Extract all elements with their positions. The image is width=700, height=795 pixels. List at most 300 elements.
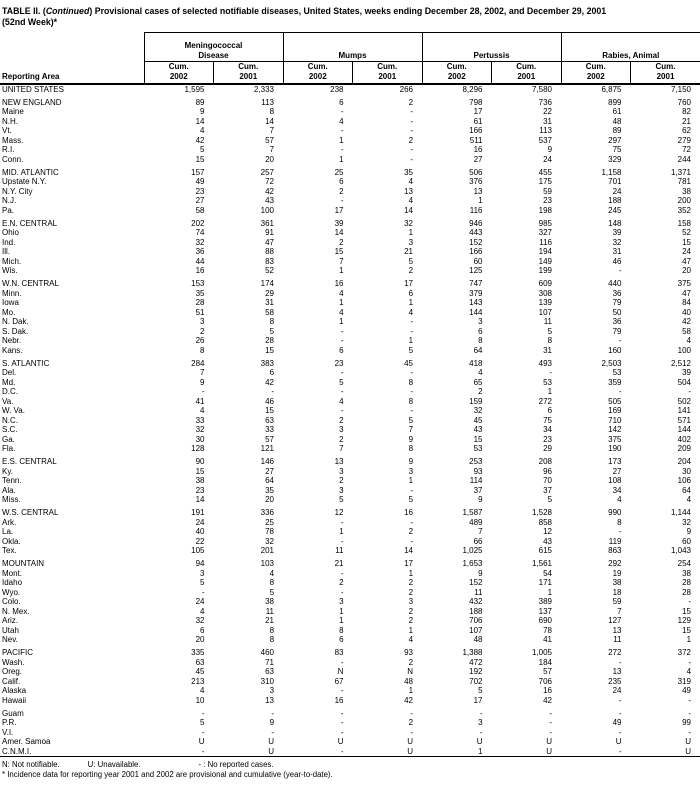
value-cell: 5 xyxy=(547,495,553,505)
value-cell: 50 xyxy=(612,307,622,317)
table-row xyxy=(0,84,700,95)
value-cell: 59 xyxy=(612,597,622,607)
value-cell: 502 xyxy=(677,396,692,406)
value-cell: 64 xyxy=(473,345,483,355)
value-cell: 31 xyxy=(543,116,553,126)
value-cell: 17 xyxy=(473,107,483,117)
reporting-area-cell: N.C. xyxy=(2,415,18,425)
table-title-line2: (52nd Week)* xyxy=(2,16,58,27)
value-cell: U xyxy=(615,737,622,747)
reporting-area-cell: Utah xyxy=(2,625,19,635)
reporting-area-cell: Mich. xyxy=(2,256,22,266)
value-cell: 42 xyxy=(265,377,275,387)
value-cell: 32 xyxy=(195,425,205,435)
value-cell: 706 xyxy=(469,616,483,626)
reporting-area-cell: N.H. xyxy=(2,116,18,126)
value-cell: 143 xyxy=(469,298,483,308)
footnote-legend xyxy=(2,760,698,770)
table-row xyxy=(0,327,700,337)
value-cell: 51 xyxy=(195,307,205,317)
value-cell: 383 xyxy=(260,358,275,368)
value-cell: 1,025 xyxy=(462,546,483,556)
value-cell: 30 xyxy=(195,434,205,444)
value-cell: 27 xyxy=(473,154,483,164)
group-label-line: Disease xyxy=(198,50,229,60)
value-cell: - xyxy=(410,326,414,336)
value-cell: 946 xyxy=(469,218,483,228)
value-cell: 9 xyxy=(478,568,483,578)
value-cell: 5 xyxy=(547,326,553,336)
title-continued: Continued xyxy=(45,6,90,16)
reporting-area-cell: Va. xyxy=(2,396,14,406)
reporting-area-cell: Ark. xyxy=(2,517,17,527)
value-cell: 8 xyxy=(269,635,275,645)
value-cell: 18 xyxy=(612,587,622,597)
table-row xyxy=(0,196,700,206)
table-title-line1 xyxy=(2,6,698,17)
value-cell: - xyxy=(201,587,205,597)
reporting-area-cell: Mo. xyxy=(2,307,16,317)
value-cell: 36 xyxy=(195,247,205,257)
reporting-area-cell: Okla. xyxy=(2,536,21,546)
value-cell: 191 xyxy=(191,508,205,518)
value-cell: 201 xyxy=(260,546,275,556)
value-cell: 284 xyxy=(191,358,205,368)
value-cell: 38 xyxy=(682,568,692,578)
value-cell: 798 xyxy=(469,97,483,107)
value-cell: - xyxy=(340,336,344,346)
value-cell: 48 xyxy=(612,116,622,126)
table-row xyxy=(0,359,700,369)
value-cell: 79 xyxy=(612,298,622,308)
value-cell: 14 xyxy=(334,228,344,238)
value-cell: - xyxy=(618,746,622,756)
value-cell: - xyxy=(201,708,205,718)
value-cell: 54 xyxy=(543,568,553,578)
value-cell: 2 xyxy=(200,326,205,336)
value-cell: 16 xyxy=(334,279,344,289)
group-label-line: Rabies, Animal xyxy=(602,50,660,60)
value-cell: 5 xyxy=(200,578,205,588)
value-cell: 42 xyxy=(682,317,692,327)
value-cell: 15 xyxy=(682,606,692,616)
value-cell: 472 xyxy=(469,657,483,667)
table-row xyxy=(0,317,700,327)
value-cell: 174 xyxy=(260,279,275,289)
value-cell: 33 xyxy=(265,425,275,435)
value-cell: 40 xyxy=(195,527,205,537)
value-cell: 308 xyxy=(538,288,553,298)
value-cell: 47 xyxy=(682,288,692,298)
value-cell: 45 xyxy=(404,358,414,368)
value-cell: 1,528 xyxy=(531,508,553,518)
reporting-area-cell: E.S. CENTRAL xyxy=(2,457,57,467)
value-cell: 42 xyxy=(265,186,275,196)
value-cell: 22 xyxy=(543,107,553,117)
group-label-line: Pertussis xyxy=(473,50,510,60)
value-cell: 20 xyxy=(195,635,205,645)
value-cell: 2 xyxy=(408,578,414,588)
value-cell: 7 xyxy=(408,425,414,435)
value-cell: 127 xyxy=(608,616,622,626)
group-header-pertussis xyxy=(422,33,561,62)
value-cell: 13 xyxy=(334,457,344,467)
value-cell: 8 xyxy=(408,396,414,406)
value-cell: 1,595 xyxy=(184,84,205,94)
value-cell: 372 xyxy=(677,648,692,658)
value-cell: 107 xyxy=(538,307,553,317)
value-cell: 63 xyxy=(265,415,275,425)
reporting-area-cell: C.N.M.I. xyxy=(2,746,32,756)
table-row xyxy=(0,425,700,435)
value-cell: 71 xyxy=(265,657,275,667)
value-cell: 440 xyxy=(608,279,622,289)
cum-label: Cum. xyxy=(516,62,537,72)
value-cell: 244 xyxy=(677,154,692,164)
reporting-area-cell: N. Mex. xyxy=(2,606,30,616)
value-cell: 21 xyxy=(682,116,692,126)
table-row xyxy=(0,648,700,658)
value-cell: 1 xyxy=(408,568,414,578)
value-cell: - xyxy=(549,718,553,728)
value-cell: 257 xyxy=(260,167,275,177)
value-cell: U xyxy=(546,737,553,747)
value-cell: 4 xyxy=(200,606,205,616)
title-prefix: TABLE II. ( xyxy=(2,6,46,16)
value-cell: 22 xyxy=(195,536,205,546)
reporting-area-cell: PACIFIC xyxy=(2,648,33,658)
value-cell: 16 xyxy=(473,145,483,155)
reporting-area-cell: Calif. xyxy=(2,676,21,686)
value-cell: 2 xyxy=(408,718,414,728)
value-cell: 119 xyxy=(608,536,622,546)
value-cell: 1,371 xyxy=(670,167,692,177)
reporting-area-cell: La. xyxy=(2,527,14,537)
value-cell: 103 xyxy=(260,559,275,569)
value-cell: 45 xyxy=(473,415,483,425)
value-cell: 1,561 xyxy=(531,559,553,569)
value-cell: 2 xyxy=(408,616,414,626)
value-cell: 72 xyxy=(265,177,275,187)
value-cell: 34 xyxy=(543,425,553,435)
value-cell: 690 xyxy=(538,616,553,626)
value-cell: 329 xyxy=(608,154,622,164)
value-cell: 35 xyxy=(195,288,205,298)
value-cell: U xyxy=(268,746,275,756)
value-cell: 3 xyxy=(339,425,344,435)
value-cell: 39 xyxy=(612,228,622,238)
value-cell: 297 xyxy=(608,135,622,145)
value-cell: 60 xyxy=(473,256,483,266)
value-cell: 213 xyxy=(191,676,205,686)
table-row xyxy=(0,238,700,248)
table-row xyxy=(0,658,700,668)
value-cell: 6 xyxy=(547,406,553,416)
subheader-mumps-cum-2002 xyxy=(283,62,353,84)
value-cell: 6 xyxy=(339,635,344,645)
value-cell: 83 xyxy=(334,648,344,658)
value-cell: 2 xyxy=(339,578,344,588)
value-cell: 1 xyxy=(686,635,692,645)
value-cell: 3 xyxy=(339,485,344,495)
value-cell: 747 xyxy=(469,279,483,289)
value-cell: - xyxy=(688,708,692,718)
value-cell: 5 xyxy=(200,145,205,155)
reporting-area-cell: Kans. xyxy=(2,345,23,355)
reporting-area-cell: Oreg. xyxy=(2,667,23,677)
value-cell: 3 xyxy=(200,568,205,578)
value-cell: 113 xyxy=(539,126,553,136)
value-cell: 7 xyxy=(339,256,344,266)
value-cell: 89 xyxy=(612,126,622,136)
value-cell: 493 xyxy=(538,358,553,368)
value-cell: 34 xyxy=(612,485,622,495)
value-cell: - xyxy=(410,387,414,397)
reporting-area-cell: Colo. xyxy=(2,597,21,607)
value-cell: 58 xyxy=(195,205,205,215)
reporting-area-cell: N.J. xyxy=(2,196,17,206)
value-cell: 5 xyxy=(408,256,414,266)
value-cell: 23 xyxy=(195,186,205,196)
value-cell: 6 xyxy=(339,97,344,107)
table-row xyxy=(0,588,700,598)
reporting-area-cell: Del. xyxy=(2,368,17,378)
footnote-u: U: Unavailable. xyxy=(87,760,141,770)
value-cell: 615 xyxy=(538,546,553,556)
value-cell: 32 xyxy=(612,237,622,247)
value-cell: 14 xyxy=(195,495,205,505)
value-cell: N xyxy=(407,667,414,677)
table-row xyxy=(0,728,700,738)
value-cell: 106 xyxy=(677,476,692,486)
value-cell: 15 xyxy=(682,237,692,247)
value-cell: 272 xyxy=(608,648,622,658)
value-cell: 48 xyxy=(473,635,483,645)
value-cell: 9 xyxy=(478,495,483,505)
value-cell: 8,296 xyxy=(462,84,483,94)
value-cell: 11 xyxy=(335,546,344,556)
subheader-meningococcal-cum-2002 xyxy=(144,62,214,84)
value-cell: - xyxy=(688,657,692,667)
value-cell: 188 xyxy=(608,196,622,206)
value-cell: 6 xyxy=(408,288,414,298)
value-cell: 985 xyxy=(538,218,553,228)
value-cell: 36 xyxy=(612,317,622,327)
reporting-area-cell: Wis. xyxy=(2,266,18,276)
group-header-mumps xyxy=(283,33,422,62)
value-cell: 7,150 xyxy=(670,84,692,94)
value-cell: 504 xyxy=(677,377,692,387)
value-cell: 460 xyxy=(260,648,275,658)
value-cell: 38 xyxy=(265,597,275,607)
value-cell: 27 xyxy=(265,466,275,476)
value-cell: 47 xyxy=(682,256,692,266)
value-cell: 5 xyxy=(408,415,414,425)
value-cell: - xyxy=(271,727,275,737)
value-cell: 11 xyxy=(474,587,483,597)
value-cell: 32 xyxy=(682,517,692,527)
value-cell: 5 xyxy=(339,495,344,505)
value-cell: 4 xyxy=(269,568,275,578)
value-cell: 6 xyxy=(478,326,483,336)
table-row xyxy=(0,416,700,426)
value-cell: N xyxy=(337,667,344,677)
value-cell: 4 xyxy=(408,635,414,645)
table-row xyxy=(0,495,700,505)
value-cell: 78 xyxy=(543,625,553,635)
value-cell: 609 xyxy=(538,279,553,289)
value-cell: 5 xyxy=(408,495,414,505)
value-cell: 8 xyxy=(617,517,622,527)
value-cell: 41 xyxy=(543,635,553,645)
value-cell: - xyxy=(410,708,414,718)
value-cell: 3 xyxy=(200,317,205,327)
table-row xyxy=(0,346,700,356)
value-cell: 46 xyxy=(612,256,622,266)
reporting-area-cell: V.I. xyxy=(2,727,14,737)
reporting-area-cell: D.C. xyxy=(2,387,18,397)
value-cell: 160 xyxy=(608,345,622,355)
value-cell: 39 xyxy=(334,218,344,228)
table-row xyxy=(0,597,700,607)
value-cell: 253 xyxy=(469,457,483,467)
value-cell: - xyxy=(340,587,344,597)
value-cell: 20 xyxy=(265,154,275,164)
value-cell: - xyxy=(340,686,344,696)
table-row xyxy=(0,117,700,127)
value-cell: - xyxy=(201,387,205,397)
value-cell: 17 xyxy=(473,695,483,705)
cum-label: Cum. xyxy=(238,62,259,72)
value-cell: 3 xyxy=(339,597,344,607)
reporting-area-cell: Guam xyxy=(2,708,24,718)
table-row xyxy=(0,257,700,267)
value-cell: 128 xyxy=(191,444,205,454)
value-cell: 12 xyxy=(543,527,553,537)
reporting-area-cell: S. Dak. xyxy=(2,326,29,336)
value-cell: 202 xyxy=(191,218,205,228)
value-cell: 200 xyxy=(677,196,692,206)
value-cell: 43 xyxy=(543,536,553,546)
reporting-area-cell: NEW ENGLAND xyxy=(2,97,62,107)
value-cell: 20 xyxy=(682,266,692,276)
cum-label: Cum. xyxy=(307,62,328,72)
value-cell: 310 xyxy=(260,676,275,686)
value-cell: 1 xyxy=(408,625,414,635)
subheader-pertussis-cum-2002 xyxy=(422,62,492,84)
table-row xyxy=(0,626,700,636)
value-cell: 505 xyxy=(608,396,622,406)
value-cell: 64 xyxy=(265,476,275,486)
reporting-area-cell: Hawaii xyxy=(2,695,27,705)
value-cell: 33 xyxy=(195,415,205,425)
value-cell: 432 xyxy=(469,597,483,607)
reporting-area-cell: Upstate N.Y. xyxy=(2,177,47,187)
table-row xyxy=(0,518,700,528)
value-cell: 38 xyxy=(195,476,205,486)
value-cell: 2 xyxy=(408,97,414,107)
value-cell: 14 xyxy=(265,116,275,126)
value-cell: 1 xyxy=(408,298,414,308)
value-cell: 72 xyxy=(682,145,692,155)
table-row xyxy=(0,607,700,617)
value-cell: 319 xyxy=(677,676,692,686)
value-cell: 7 xyxy=(269,145,275,155)
value-cell: 166 xyxy=(469,247,483,257)
value-cell: 24 xyxy=(682,247,692,257)
footnotes xyxy=(0,757,700,779)
value-cell: 238 xyxy=(330,84,344,94)
value-cell: 2 xyxy=(478,387,483,397)
reporting-area-cell: P.R. xyxy=(2,718,17,728)
value-cell: 15 xyxy=(195,466,205,476)
value-cell: - xyxy=(618,387,622,397)
value-cell: - xyxy=(618,657,622,667)
table-row xyxy=(0,559,700,569)
value-cell: - xyxy=(410,368,414,378)
value-cell: 2 xyxy=(339,476,344,486)
value-cell: 198 xyxy=(538,205,553,215)
value-cell: 3 xyxy=(339,466,344,476)
value-cell: 152 xyxy=(469,578,483,588)
value-cell: 190 xyxy=(608,444,622,454)
table-row xyxy=(0,145,700,155)
value-cell: U xyxy=(546,746,553,756)
value-cell: 204 xyxy=(677,457,692,467)
value-cell: 571 xyxy=(677,415,692,425)
value-cell: - xyxy=(340,568,344,578)
footnote-n: N: Not notifiable. xyxy=(2,760,60,770)
value-cell: 32 xyxy=(473,406,483,416)
value-cell: - xyxy=(340,517,344,527)
value-cell: - xyxy=(618,266,622,276)
value-cell: 272 xyxy=(538,396,553,406)
value-cell: 74 xyxy=(195,228,205,238)
value-cell: 63 xyxy=(265,667,275,677)
value-cell: 511 xyxy=(469,135,483,145)
value-cell: 1 xyxy=(339,606,344,616)
value-cell: 3 xyxy=(408,466,414,476)
value-cell: 1 xyxy=(339,298,344,308)
value-cell: 31 xyxy=(543,345,553,355)
value-cell: 6 xyxy=(339,345,344,355)
value-cell: 13 xyxy=(265,695,275,705)
reporting-area-cell: N. Dak. xyxy=(2,317,29,327)
value-cell: 144 xyxy=(677,425,692,435)
value-cell: 105 xyxy=(191,546,205,556)
year-label: 2001 xyxy=(517,71,536,81)
value-cell: 14 xyxy=(195,116,205,126)
value-cell: 75 xyxy=(612,145,622,155)
value-cell: 32 xyxy=(195,616,205,626)
value-cell: 53 xyxy=(473,444,483,454)
subheader-meningococcal-cum-2001 xyxy=(214,62,284,84)
reporting-area-cell: N.Y. City xyxy=(2,186,33,196)
reporting-area-cell: W. Va. xyxy=(2,406,25,416)
value-cell: 1,587 xyxy=(462,508,483,518)
value-cell: 8 xyxy=(269,317,275,327)
value-cell: - xyxy=(618,336,622,346)
value-cell: U xyxy=(685,737,692,747)
value-cell: 139 xyxy=(538,298,553,308)
value-cell: 199 xyxy=(538,266,553,276)
table-row xyxy=(0,635,700,645)
value-cell: 89 xyxy=(195,97,205,107)
value-cell: 157 xyxy=(191,167,205,177)
table-body xyxy=(0,84,700,757)
table-row xyxy=(0,677,700,687)
table-row xyxy=(0,98,700,108)
